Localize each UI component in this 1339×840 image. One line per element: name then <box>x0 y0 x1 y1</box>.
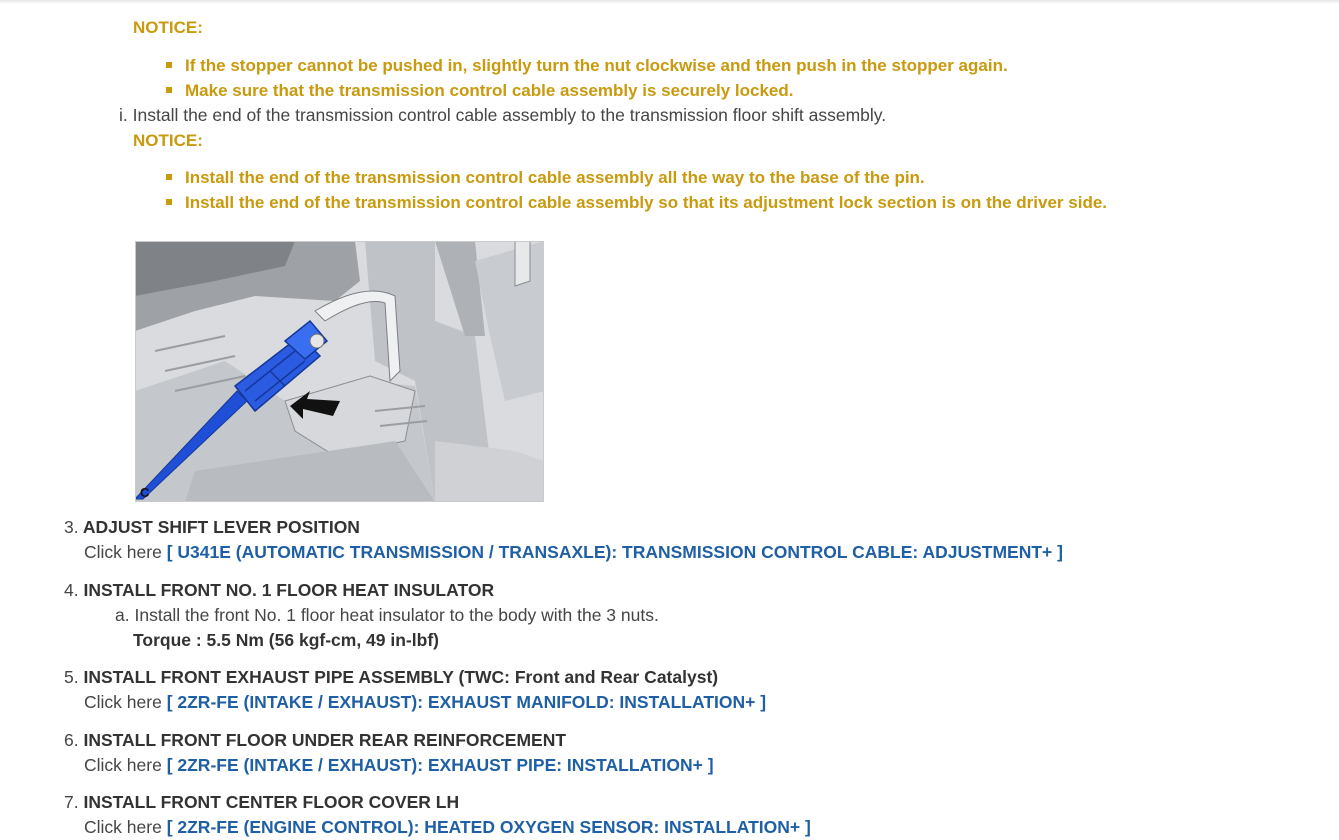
link-exhaust-pipe-installation[interactable]: [ 2ZR-FE (INTAKE / EXHAUST): EXHAUST PIPE: INSTALLATION+ ] <box>166 755 714 775</box>
shift-cable-illustration <box>135 241 544 502</box>
step-7-link-row <box>84 817 811 838</box>
step-6-title: 6. INSTALL FRONT FLOOR UNDER REAR REINFORCEMENT <box>64 730 567 750</box>
bullet-icon <box>166 174 172 180</box>
notice-label: NOTICE: <box>133 18 203 37</box>
bullet-icon <box>166 87 172 93</box>
bullet-icon <box>166 199 172 205</box>
substep-marker: i. <box>119 105 128 125</box>
step-5-link-row <box>84 692 766 713</box>
notice-item-text: Make sure that the transmission control cable assembly is securely locked. <box>185 81 794 100</box>
step-4-title: 4. INSTALL FRONT NO. 1 FLOOR HEAT INSULATOR <box>64 580 495 600</box>
notice-item <box>166 56 1008 76</box>
notice-item <box>166 168 925 188</box>
substep-text: Install the end of the transmission control cable assembly to the transmission floor shift assembly. <box>132 105 887 125</box>
link-heated-oxygen-sensor-installation[interactable]: [ 2ZR-FE (ENGINE CONTROL): HEATED OXYGEN SENSOR: INSTALLATION+ ] <box>166 817 811 837</box>
step-4-substep: a. Install the front No. 1 floor heat insulator to the body with the 3 nuts. <box>115 605 659 625</box>
notice-item-text: Install the end of the transmission control cable assembly so that its adjustment lock section is on the driver side. <box>185 193 1108 212</box>
step-5-title: 5. INSTALL FRONT EXHAUST PIPE ASSEMBLY (TWC: Front and Rear Catalyst) <box>64 667 719 687</box>
torque-spec: Torque : 5.5 Nm (56 kgf-cm, 49 in-lbf) <box>133 630 439 650</box>
link-transmission-cable-adjustment[interactable]: [ U341E (AUTOMATIC TRANSMISSION / TRANSAXLE): TRANSMISSION CONTROL CABLE: ADJUSTMENT+ ] <box>166 542 1063 562</box>
step-3-title: 3. ADJUST SHIFT LEVER POSITION <box>64 517 360 537</box>
notice-item-text: Install the end of the transmission control cable assembly all the way to the base of the pin. <box>185 168 925 187</box>
notice-label: NOTICE: <box>133 131 203 150</box>
substep-i <box>119 105 886 126</box>
step-6-link-row <box>84 755 714 776</box>
click-here-text: Click here <box>84 755 162 775</box>
notice-item-text: If the stopper cannot be pushed in, slightly turn the nut clockwise and then push in the stopper again. <box>185 56 1008 75</box>
figure-label: C <box>140 485 150 500</box>
step-7-title: 7. INSTALL FRONT CENTER FLOOR COVER LH <box>64 792 460 812</box>
click-here-text: Click here <box>84 817 162 837</box>
bullet-icon <box>166 62 172 68</box>
notice-item <box>166 81 793 101</box>
top-shadow <box>0 0 1339 4</box>
click-here-text: Click here <box>84 542 162 562</box>
step-3-link-row <box>84 542 1063 563</box>
link-exhaust-manifold-installation[interactable]: [ 2ZR-FE (INTAKE / EXHAUST): EXHAUST MANIFOLD: INSTALLATION+ ] <box>166 692 767 712</box>
click-here-text: Click here <box>84 692 162 712</box>
notice-item <box>166 193 1107 213</box>
